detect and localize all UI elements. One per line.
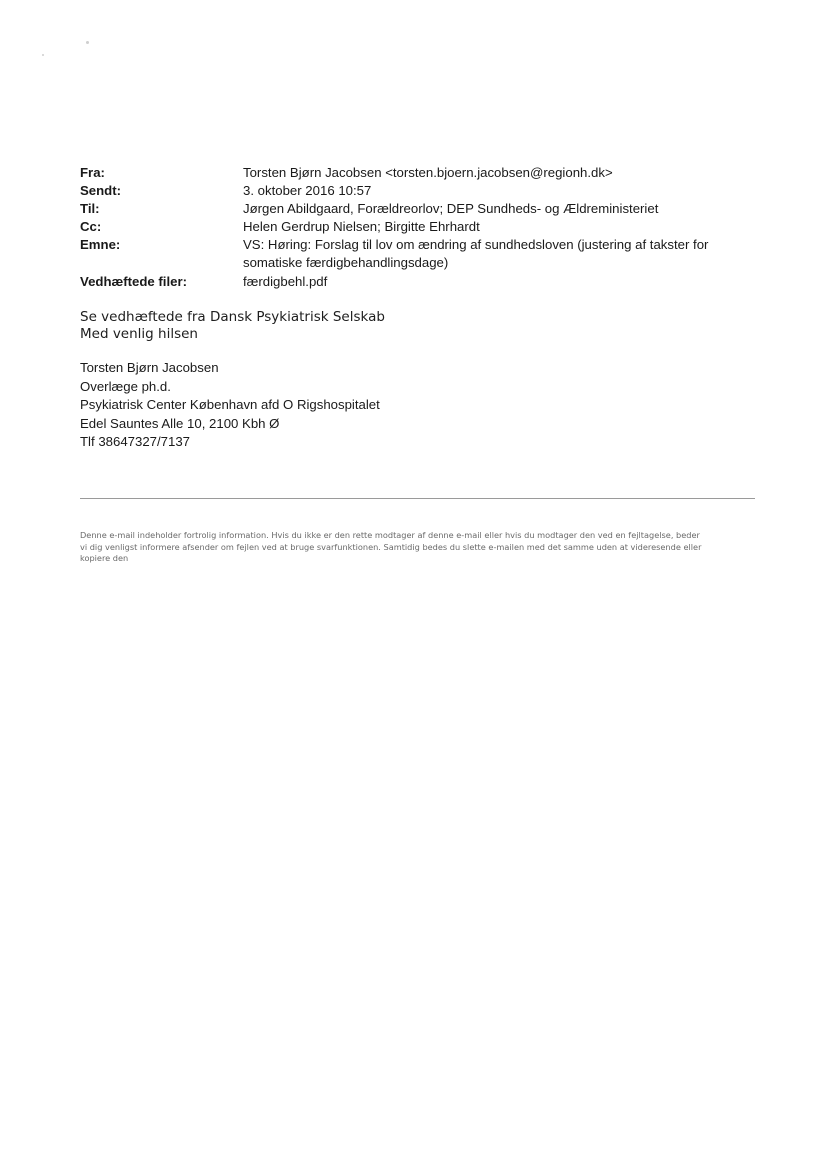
header-row-cc — [80, 218, 760, 236]
signature-department: Psykiatrisk Center København afd O Rigshospitalet — [80, 397, 380, 412]
header-row-subject — [80, 236, 760, 272]
cc-label: Cc: — [80, 219, 102, 234]
header-row-sent — [80, 182, 760, 200]
intro-line-2: Med venlig hilsen — [80, 326, 198, 342]
email-header — [80, 164, 760, 291]
subject-value — [243, 236, 760, 272]
to-label: Til: — [80, 201, 100, 216]
email-body — [80, 309, 385, 343]
header-row-from — [80, 164, 760, 182]
to-value: Jørgen Abildgaard, Forældreorlov; DEP Sundheds- og Ældreministeriet — [243, 201, 659, 216]
scan-speck — [86, 41, 89, 44]
attachment-filename: færdigbehl.pdf — [243, 274, 328, 289]
scan-speck — [42, 54, 44, 56]
from-label: Fra: — [80, 165, 105, 180]
signature-name: Torsten Bjørn Jacobsen — [80, 360, 219, 375]
sent-value: 3. oktober 2016 10:57 — [243, 183, 372, 198]
header-row-to — [80, 200, 760, 218]
confidentiality-disclaimer — [80, 530, 760, 565]
signature-block — [80, 359, 380, 452]
subject-line-2: somatiske færdigbehandlingsdage) — [243, 255, 449, 270]
subject-label: Emne: — [80, 237, 121, 252]
from-value: Torsten Bjørn Jacobsen <torsten.bjoern.jacobsen@regionh.dk> — [243, 165, 613, 180]
divider-line — [80, 498, 755, 499]
intro-line-1: Se vedhæftede fra Dansk Psykiatrisk Selskab — [80, 309, 385, 325]
cc-value: Helen Gerdrup Nielsen; Birgitte Ehrhardt — [243, 219, 480, 234]
disclaimer-line-3: kopiere den — [80, 553, 129, 563]
disclaimer-line-2: vi dig venligst informere afsender om fejlen ved at bruge svarfunktionen. Samtidig bedes du slette e-mailen med det samme uden at videresende eller — [80, 541, 702, 552]
signature-address: Edel Sauntes Alle 10, 2100 Kbh Ø — [80, 415, 280, 431]
sent-label: Sendt: — [80, 183, 122, 198]
disclaimer-line-1: Denne e-mail indeholder fortrolig information. Hvis du ikke er den rette modtager af denne e-mail eller hvis du modtager den ved en fejltagelse, beder — [80, 530, 700, 540]
subject-line-1: VS: Høring: Forslag til lov om ændring af sundhedsloven (justering af takster for — [243, 237, 709, 252]
header-row-attachments — [80, 273, 760, 291]
signature-phone: Tlf 38647327/7137 — [80, 434, 190, 449]
signature-title: Overlæge ph.d. — [80, 378, 171, 394]
attachments-label: Vedhæftede filer: — [80, 274, 187, 289]
